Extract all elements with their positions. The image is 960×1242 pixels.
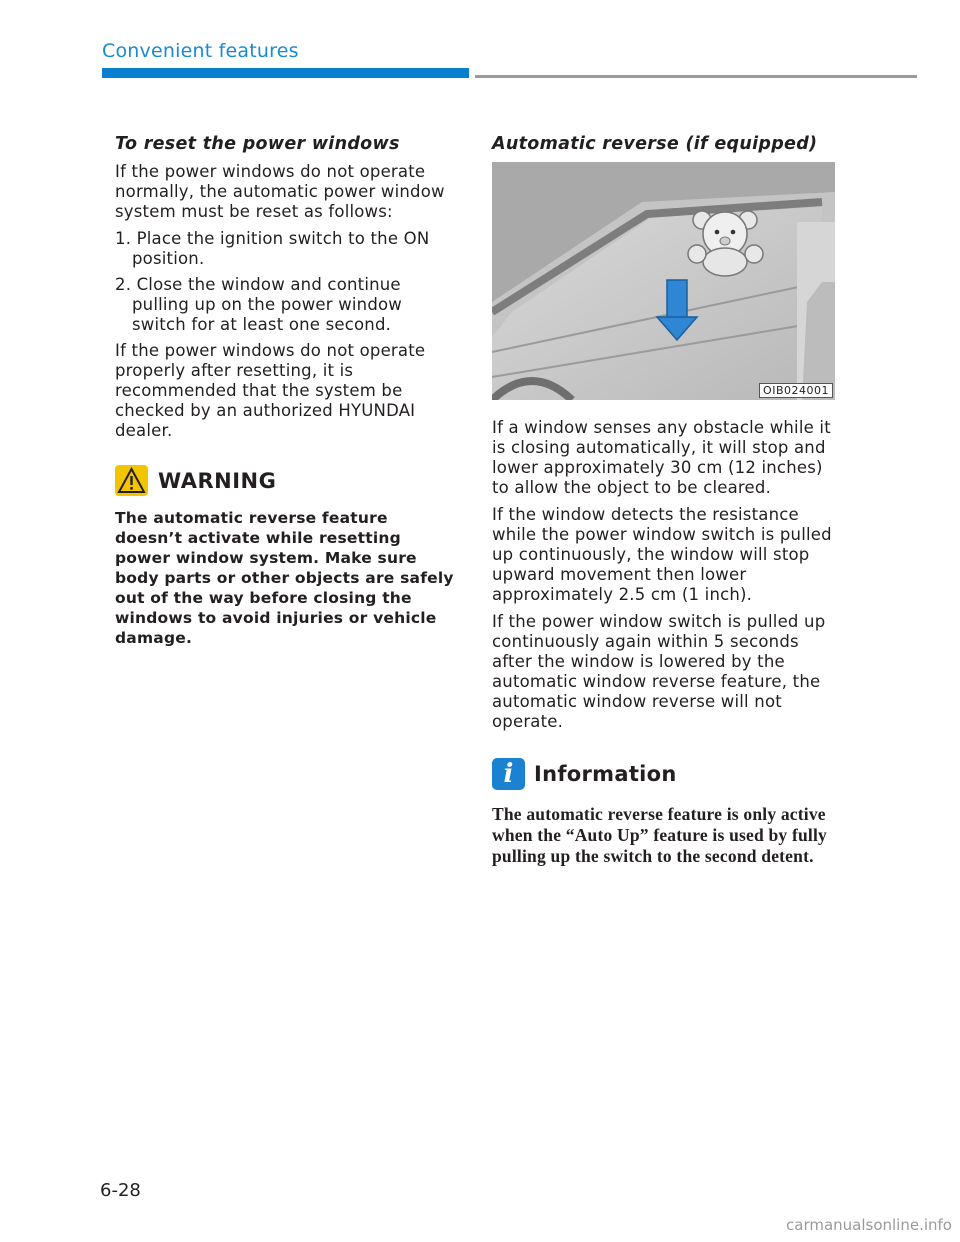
left-column (115, 134, 460, 655)
warning-icon (115, 465, 148, 496)
section-title-reset: To reset the power windows (115, 134, 400, 154)
information-header (492, 758, 837, 790)
car-window-drawing (492, 162, 835, 400)
header-rule-gray (475, 75, 917, 78)
auto-reverse-para-3: If the power window switch is pulled up continuously again within 5 seconds after the window is lowered by the automatic window reverse feature, the automatic window reverse will not operate. (492, 612, 826, 731)
warning-header (115, 465, 460, 496)
reset-intro: If the power windows do not operate normally, the automatic power window system must be reset as follows: (115, 162, 445, 221)
figure-code: OIB024001 (759, 383, 833, 398)
section-title-auto-reverse: Automatic reverse (if equipped) (492, 134, 818, 154)
window-illustration (492, 162, 835, 400)
auto-reverse-para-1: If a window senses any obstacle while it is closing automatically, it will stop and lower approximately 30 cm (12 inches) to allow the object to be cleared. (492, 418, 831, 497)
header-rule-blue (102, 68, 469, 78)
page-number: 6-28 (100, 1180, 141, 1201)
warning-body: The automatic reverse feature doesn’t activate while resetting power window system. Make sure body parts or other objects are safely out of the way before closing the windows to avoid injuries or vehicle damage. (115, 509, 454, 647)
auto-reverse-para-2: If the window detects the resistance while the power window switch is pulled up continuously, the window will stop upward movement then lower approximately 2.5 cm (1 inch). (492, 505, 832, 604)
reset-step-1: 1. Place the ignition switch to the ON position. (115, 229, 430, 268)
header-title: Convenient features (102, 40, 299, 62)
reset-step-2: 2. Close the window and continue pulling up on the power window switch for at least one second. (115, 275, 402, 334)
info-icon: i (492, 758, 525, 790)
reset-outro: If the power windows do not operate properly after resetting, it is recommended that the system be checked by an authorized HYUNDAI dealer. (115, 341, 426, 440)
information-title: Information (534, 762, 677, 786)
warning-title: WARNING (158, 468, 277, 493)
watermark: carmanualsonline.info (786, 1216, 952, 1234)
right-column (492, 134, 837, 874)
information-body: The automatic reverse feature is only active when the “Auto Up” feature is used by fully pulling up the switch to the second detent. (492, 804, 827, 866)
